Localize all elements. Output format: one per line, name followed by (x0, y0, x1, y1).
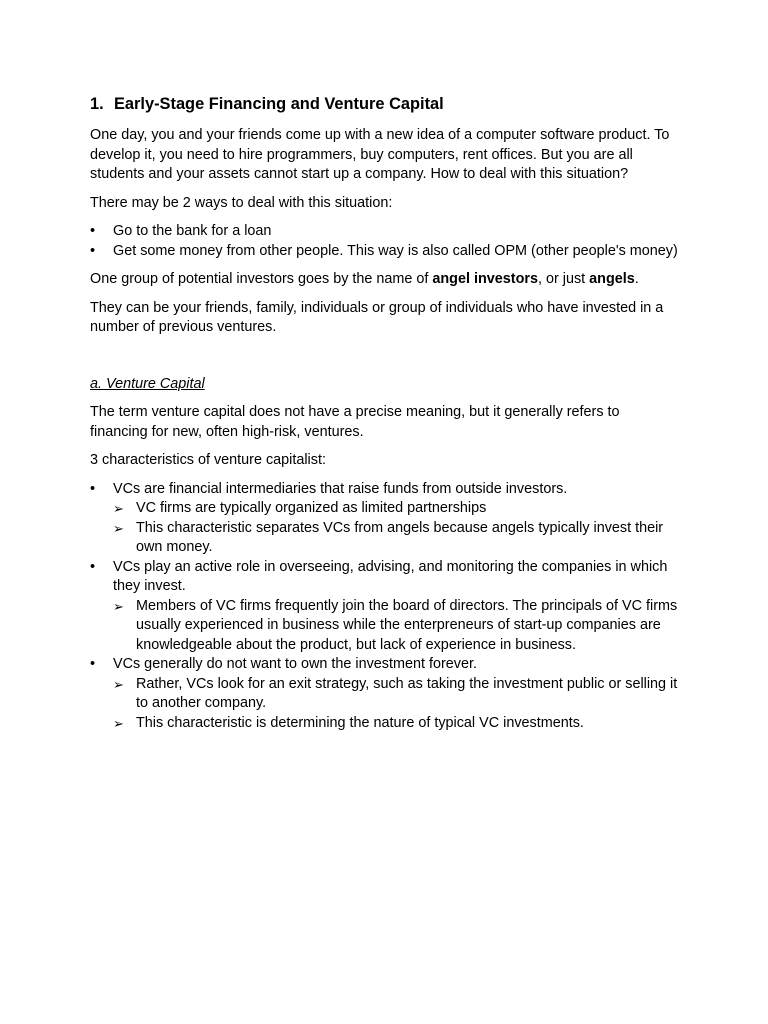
bullet-icon: • (90, 480, 96, 497)
sub-list-item (113, 499, 680, 519)
document-body (90, 93, 680, 742)
list-item-text: VCs are financial intermediaries that raise funds from outside investors. (113, 480, 568, 497)
angels-text-after: . (634, 271, 639, 287)
angels-text-before: One group of potential investors goes by the name of (90, 271, 433, 287)
arrow-bullet-icon: ➢ (113, 520, 124, 536)
bullet-icon: • (90, 223, 96, 239)
arrow-bullet-icon: ➢ (113, 676, 124, 692)
list-item-text: VCs play an active role in overseeing, advising, and monitoring the companies in which they invest. (113, 558, 668, 594)
sub-list (113, 499, 680, 558)
sub-list (113, 597, 680, 656)
list-item-text: VCs generally do not want to own the investment forever. (113, 656, 477, 672)
heading-title: Early-Stage Financing and Venture Capital (114, 95, 444, 113)
arrow-bullet-icon: ➢ (113, 501, 124, 516)
vc-definition: The term venture capital does not have a precise meaning, but it generally refers to financing for new, often high-risk, ventures. (90, 404, 620, 440)
section-heading (90, 93, 680, 115)
list-item (90, 558, 680, 656)
bullet-icon: • (90, 242, 96, 259)
characteristics-list (90, 480, 680, 734)
characteristics-intro: 3 characteristics of venture capitalist: (90, 452, 326, 468)
sub-list-item-text: Rather, VCs look for an exit strategy, such as taking the investment public or selling it to another company. (136, 675, 678, 711)
heading-number: 1. (90, 95, 104, 113)
sub-list-item-text: Members of VC firms frequently join the board of directors. The principals of VC firms usually experienced in business while the enterpreneurs of start-up companies are knowledgeable about the product, but lack of experience in business. (136, 597, 678, 653)
sub-list-item-text: VC firms are typically organized as limited partnerships (136, 500, 487, 516)
sub-list-item (113, 714, 680, 734)
intro-paragraph: One day, you and your friends come up with a new idea of a computer software product. To develop it, you need to hire programmers, buy computers, rent offices. But you are all students and your assets cannot start up a company. How to deal with this situation? (90, 127, 670, 182)
sub-list-item-text: This characteristic is determining the nature of typical VC investments. (136, 714, 584, 731)
bullet-icon: • (90, 558, 96, 575)
sub-list-item (113, 597, 680, 656)
list-item (90, 242, 680, 262)
angels-paragraph (90, 270, 680, 290)
ways-intro: There may be 2 ways to deal with this situation: (90, 194, 393, 211)
list-item-text: Get some money from other people. This way is also called OPM (other people's money) (113, 242, 678, 259)
sub-list-item-text: This characteristic separates VCs from angels because angels typically invest their own money. (136, 519, 664, 555)
angels-description: They can be your friends, family, individuals or group of individuals who have invested in a number of previous ventures. (90, 299, 664, 335)
arrow-bullet-icon: ➢ (113, 598, 124, 614)
sub-list-item (113, 675, 680, 714)
list-item (90, 655, 680, 733)
angels-term: angels (589, 271, 635, 287)
ways-list (90, 222, 680, 261)
bullet-icon: • (90, 656, 96, 672)
list-item (90, 480, 680, 558)
list-item (90, 222, 680, 242)
angels-text-middle: , or just (537, 271, 590, 287)
list-item-text: Go to the bank for a loan (113, 223, 272, 239)
arrow-bullet-icon: ➢ (113, 715, 124, 731)
sub-list-item (113, 519, 680, 558)
angel-investors-term: angel investors (432, 271, 538, 287)
subsection-title: a. Venture Capital (90, 375, 205, 392)
sub-list (113, 675, 680, 734)
